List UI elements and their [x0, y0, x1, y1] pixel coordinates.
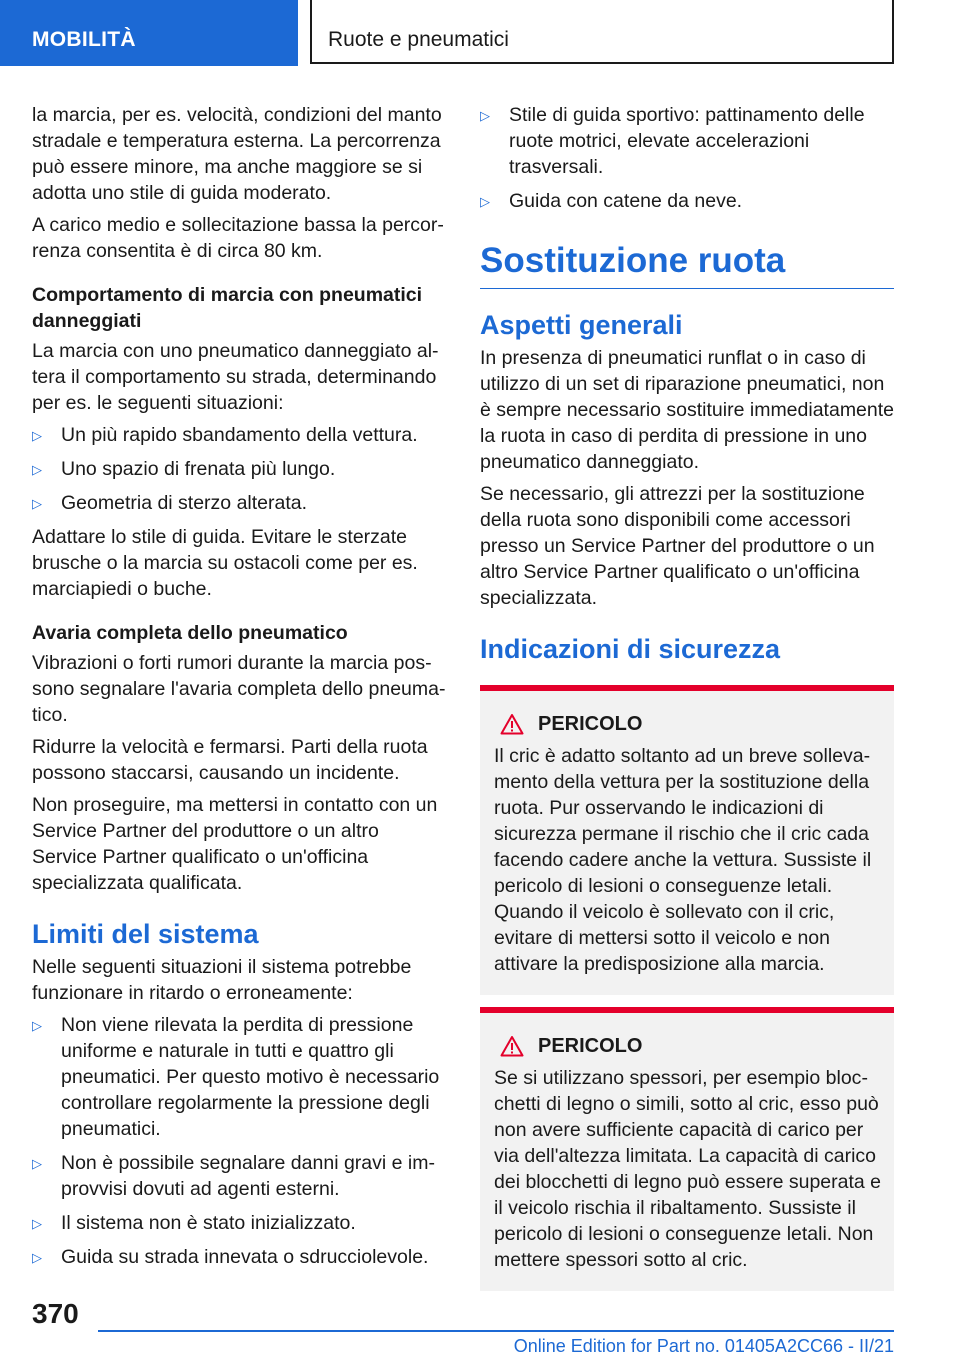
- bullet-list: [32, 1012, 446, 1270]
- section-heading: Limiti del sistema: [32, 919, 259, 949]
- page-number: 370: [32, 1298, 79, 1329]
- left-column: [32, 102, 446, 1278]
- list-item: ▷ Non è possibile segnalare danni gravi e improvvisi dovuti ad agenti esterni.: [32, 1152, 435, 1200]
- right-column: [480, 102, 894, 1291]
- warning-triangle-icon: [500, 1035, 524, 1057]
- list-item: ▷ Uno spazio di frenata più lungo.: [32, 458, 336, 480]
- list-item: ▷ Il sistema non è stato inizializzato.: [32, 1212, 356, 1234]
- list-item: ▷ Guida su strada innevata o sdrucciolevole.: [32, 1246, 429, 1268]
- triangle-right-icon: ▷: [32, 1216, 42, 1231]
- paragraph: Ridurre la velocità e fermarsi. Parti della ruota possono staccarsi, causando un incidente.: [32, 736, 428, 784]
- chapter-title: Ruote e pneumatici: [310, 0, 894, 64]
- paragraph: Adattare lo stile di guida. Evitare le sterzate brusche o la marcia su ostacoli come per es. marciapiedi o buche.: [32, 526, 418, 600]
- list-item: ▷ Geometria di sterzo alterata.: [32, 492, 308, 514]
- bullet-list: [32, 422, 446, 516]
- section-heading: Indicazioni di sicurezza: [480, 634, 781, 664]
- paragraph: Vibrazioni o forti rumori durante la marcia possono segnalare l'avaria completa dello pneumatico.: [32, 652, 446, 726]
- paragraph: Se necessario, gli attrezzi per la sostituzione della ruota sono disponibili come accessori presso un Service Partner del produttore o un altro Service Partner qualificato o un'officina specializzata.: [480, 483, 875, 609]
- triangle-right-icon: ▷: [32, 1156, 42, 1171]
- paragraph: Non proseguire, ma mettersi in contatto con un Service Partner del produttore o un altro Service Partner qualificato o un'officina specializzata qualificata.: [32, 794, 438, 894]
- paragraph: In presenza di pneumatici runflat o in caso di utilizzo di un set di riparazione pneumatici, non è sempre necessario sostituire immediatamente la ruota in caso di perdita di pressione in uno pneumatico danneggiato.: [480, 347, 895, 473]
- page-header: [0, 0, 960, 66]
- subheading: Comportamento di marcia con pneumatici danneggiati: [32, 284, 423, 332]
- triangle-right-icon: ▷: [32, 1018, 42, 1033]
- section-title: MOBILITÀ: [0, 0, 298, 66]
- list-item: ▷ Un più rapido sbandamento della vettura.: [32, 424, 418, 446]
- warning-box: [480, 685, 894, 995]
- list-item: ▷ Non viene rilevata la perdita di pressione uniforme e naturale in tutti e quattro gli pneumatici. Per questo motivo è necessario controllare regolarmente la pressione degli pneumatici.: [32, 1014, 440, 1140]
- warning-title: PERICOLO: [494, 1033, 882, 1059]
- warning-text: Se si utilizzano spessori, per esempio blocchetti di legno o simili, sotto al cric, esso può non avere sufficiente capacità di carico per via dell'altezza limitata. La capacità di carico dei blocchetti di legno può essere superata e il veicolo rischia il ribaltamento. Sussiste il pericolo di lesioni o conseguenze letali. Non mettere spessori sotto al cric.: [494, 1067, 882, 1271]
- paragraph: A carico medio e sollecitazione bassa la percorrenza consentita è di circa 80 km.: [32, 214, 444, 262]
- warning-box: [480, 1007, 894, 1291]
- paragraph: Nelle seguenti situazioni il sistema potrebbe funzionare in ritardo o erroneamente:: [32, 956, 412, 1004]
- list-item: ▷ Stile di guida sportivo: pattinamento delle ruote motrici, elevate accelerazioni trasversali.: [480, 104, 865, 178]
- triangle-right-icon: ▷: [32, 428, 42, 443]
- subheading: Avaria completa dello pneumatico: [32, 622, 348, 644]
- warning-title: PERICOLO: [494, 711, 882, 737]
- bullet-list: [480, 102, 894, 214]
- footer-divider: [98, 1330, 894, 1332]
- section-heading: Aspetti generali: [480, 310, 683, 340]
- edition-info: Online Edition for Part no. 01405A2CC66 - II/21: [513, 1336, 894, 1356]
- paragraph: la marcia, per es. velocità, condizioni del manto stradale e temperatura esterna. La percorrenza può essere minore, ma anche maggiore se si adotta uno stile di guida moderato.: [32, 104, 442, 204]
- triangle-right-icon: ▷: [32, 462, 42, 477]
- triangle-right-icon: ▷: [480, 194, 490, 209]
- triangle-right-icon: ▷: [480, 108, 490, 123]
- triangle-right-icon: ▷: [32, 1250, 42, 1265]
- chapter-heading: Sostituzione ruota: [480, 240, 894, 289]
- warning-triangle-icon: [500, 713, 524, 735]
- triangle-right-icon: ▷: [32, 496, 42, 511]
- paragraph: La marcia con uno pneumatico danneggiato altera il comportamento su strada, determinando per es. le seguenti situazioni:: [32, 340, 439, 414]
- list-item: ▷ Guida con catene da neve.: [480, 190, 743, 212]
- warning-text: Il cric è adatto soltanto ad un breve sollevamento della vettura per la sostituzione della ruota. Pur osservando le indicazioni di sicurezza permane il rischio che il cric cada facendo cadere anche la vettura. Sussiste il pericolo di lesioni o conseguenze letali. Quando il veicolo è sollevato con il cric, evitare di mettersi sotto il veicolo e non attivare la predisposizione alla marcia.: [494, 745, 872, 975]
